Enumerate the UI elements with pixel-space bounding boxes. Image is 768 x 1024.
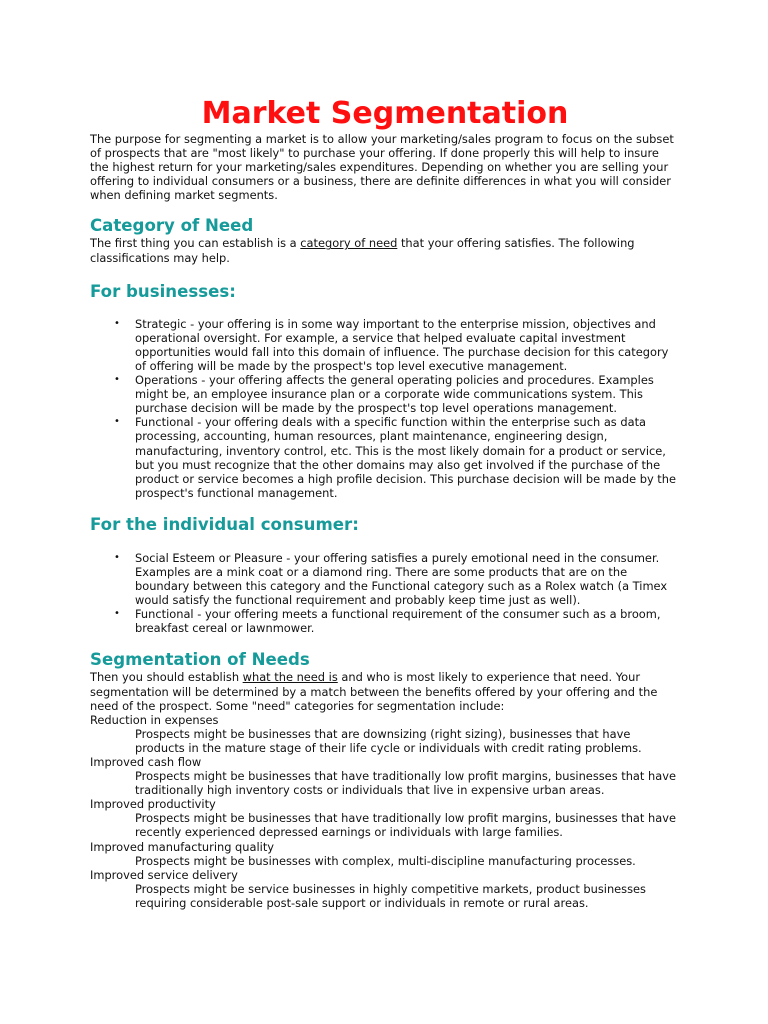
category-of-need-heading: Category of Need: [90, 216, 254, 236]
list-item-text: Strategic - your offering is in some way important to the enterprise mission, objectives and operational oversight. For example, a service that helped evaluate capital investment opportunities would fall into this domain of influence. The purchase decision for this category of offering will be made by the prospect's top level executive management.: [135, 316, 669, 373]
need-definition: Prospects might be service businesses in highly competitive markets, product businesses requiring considerable post-sale support or individuals in remote or rural areas.: [135, 881, 646, 910]
list-item: [114, 316, 680, 373]
category-of-need-text-after: that your offering satisfies. The following classifications may help.: [90, 236, 635, 265]
list-item: [114, 607, 680, 636]
document: [90, 96, 680, 910]
need-definition: Prospects might be businesses with complex, multi-discipline manufacturing processes.: [135, 853, 636, 868]
segmentation-text-before: Then you should establish: [90, 670, 243, 685]
segmentation-text-after: and who is most likely to experience that need. Your segmentation will be determined by a match between the benefits offered by your offering and the need of the prospect. Some "need" categories for segmentation include:: [90, 670, 658, 713]
bullet-icon: •: [114, 608, 120, 620]
individual-list: [90, 551, 680, 636]
need-definition: Prospects might be businesses that have traditionally low profit margins, businesses that have traditionally high inventory costs or individuals that live in expensive urban areas.: [135, 769, 676, 798]
for-businesses-heading: For businesses:: [90, 281, 236, 301]
category-of-need-text-before: The first thing you can establish is a: [90, 236, 301, 251]
list-item-text: Functional - your offering deals with a specific function within the enterprise such as data processing, accounting, human resources, plant maintenance, engineering design, manufacturing, inventory control, etc. This is the most likely domain for a product or service, but you must recognize that the other domains may also get involved if the purchase of the product or service becomes a high profile decision. This purchase decision will be made by the prospect's functional management.: [135, 415, 676, 500]
segmentation-of-needs-heading: Segmentation of Needs: [90, 650, 310, 670]
segmentation-paragraph: [90, 670, 680, 712]
need-term: Improved cash flow: [90, 755, 202, 769]
what-the-need-is-link[interactable]: what the need is: [242, 670, 338, 685]
need-term: Improved productivity: [90, 797, 216, 812]
needs-definition-list: [90, 713, 680, 910]
list-item: [114, 373, 680, 416]
category-of-need-paragraph: [90, 236, 680, 264]
list-item-text: Operations - your offering affects the general operating policies and procedures. Examples might be, an employee insurance plan or a corporate wide communications system. This purchase decision will be made by the prospect's top level operations management.: [135, 373, 654, 416]
bullet-icon: •: [114, 374, 120, 386]
list-item: [114, 415, 680, 500]
need-term: Improved manufacturing quality: [90, 839, 275, 854]
businesses-list: [90, 317, 680, 500]
for-individual-heading: For the individual consumer:: [90, 514, 359, 534]
list-item-text: Social Esteem or Pleasure - your offering satisfies a purely emotional need in the consumer. Examples are a mink coat or a diamond ring. There are some products that are on the boundary between this category and the Functional category such as a Rolex watch (a Timex would satisfy the functional requirement and probably keep time just as well).: [135, 550, 668, 608]
category-of-need-link[interactable]: category of need: [300, 236, 398, 251]
page-title: Market Segmentation: [201, 96, 569, 131]
need-definition: Prospects might be businesses that have traditionally low profit margins, businesses that have recently experienced depressed earnings or individuals with large families.: [135, 811, 676, 840]
bullet-icon: •: [114, 416, 120, 428]
need-term: Reduction in expenses: [90, 712, 219, 727]
need-term: Improved service delivery: [90, 867, 238, 882]
bullet-icon: •: [114, 317, 120, 329]
list-item-text: Functional - your offering meets a functional requirement of the consumer such as a broom, breakfast cereal or lawnmower.: [135, 607, 661, 636]
need-definition: Prospects might be businesses that are downsizing (right sizing), businesses that have products in the mature stage of their life cycle or individuals with credit rating problems.: [135, 726, 642, 755]
list-item: [114, 550, 680, 608]
intro-paragraph: The purpose for segmenting a market is to allow your marketing/sales program to focus on the subset of prospects that are "most likely" to purchase your offering. If done properly this will help to insure the highest return for your marketing/sales expenditures. Depending on whether you are selling your offering to individual consumers or a business, there are definite differences in what you will consider when defining market segments.: [90, 132, 674, 203]
bullet-icon: •: [114, 551, 120, 563]
